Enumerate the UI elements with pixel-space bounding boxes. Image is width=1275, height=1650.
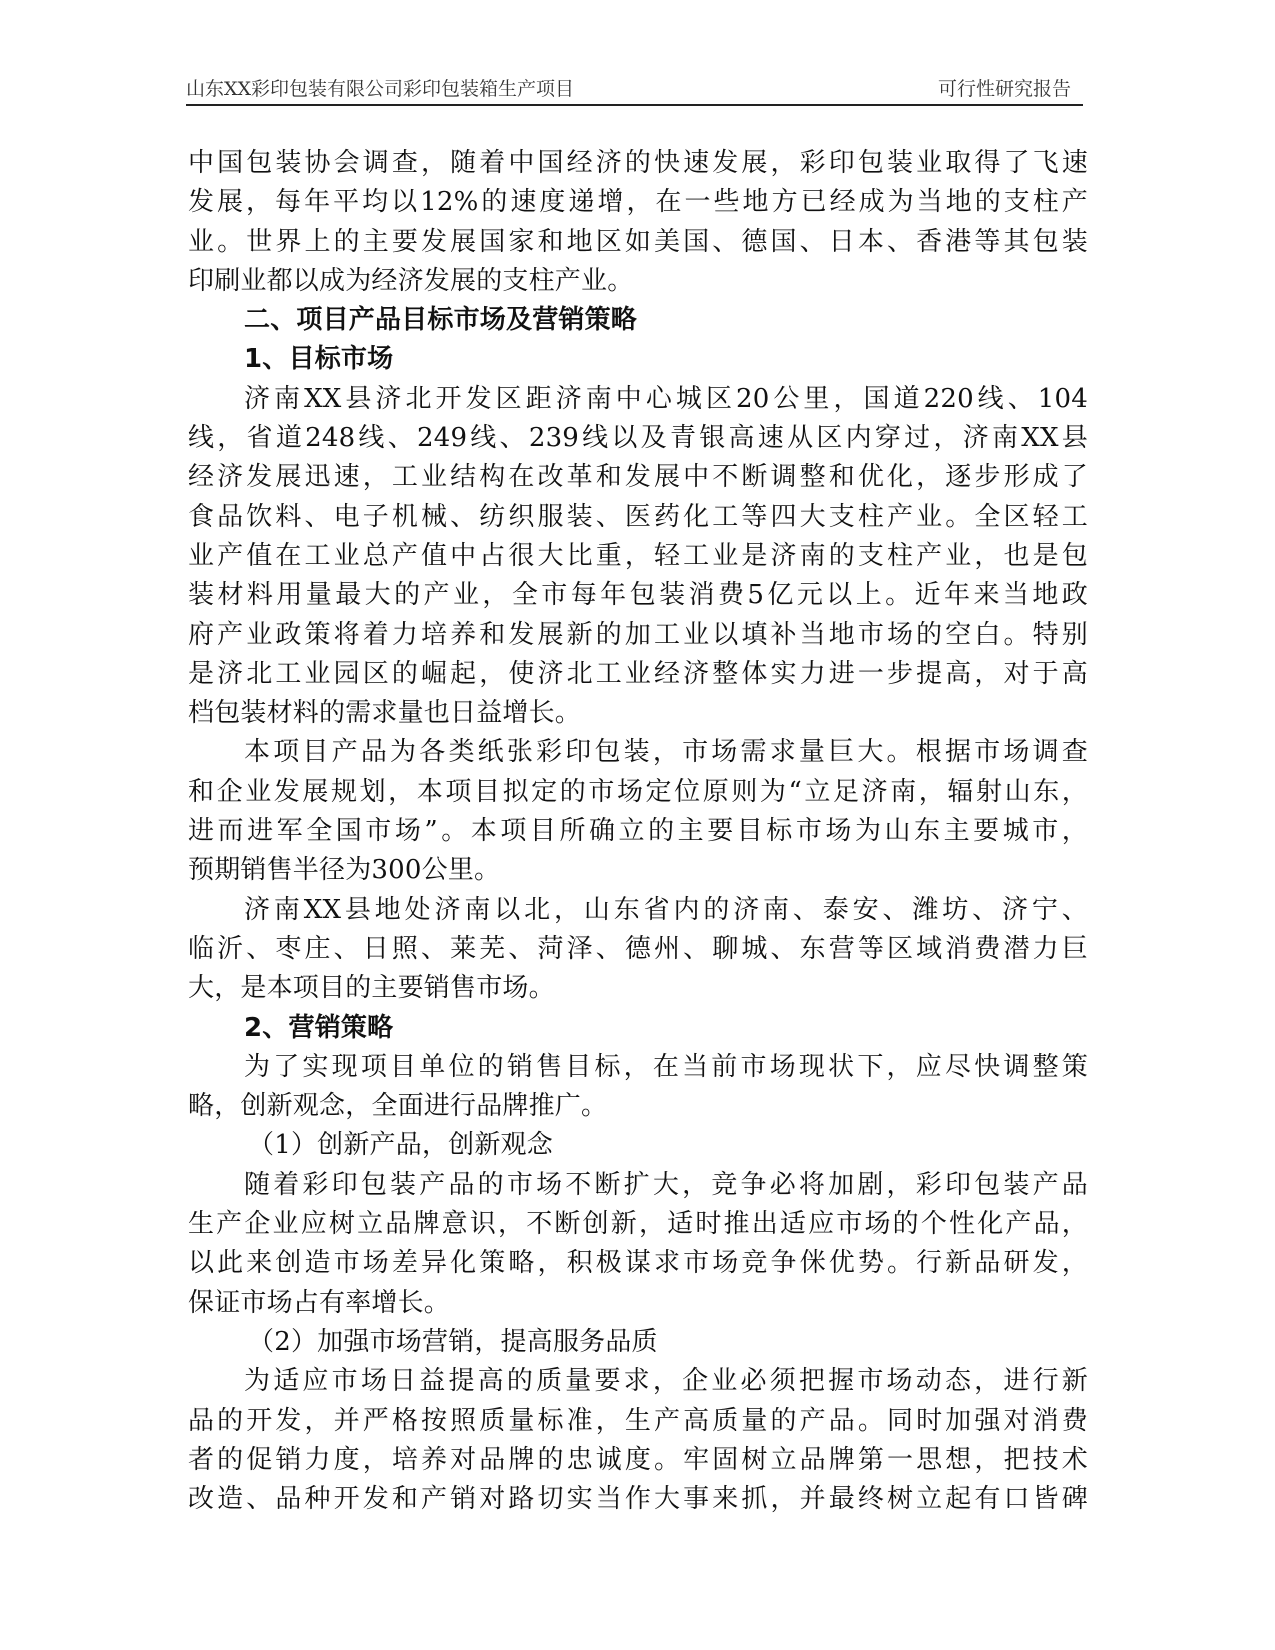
paragraph-start-line: 济南XX县地处济南以北，山东省内的济南、泰安、潍坊、济宁、	[244, 894, 1088, 925]
paragraph-start-line: 为适应市场日益提高的质量要求，企业必须把握市场动态，进行新	[244, 1366, 1088, 1397]
subsection-heading: （2）加强市场营销，提高服务品质	[248, 1326, 658, 1357]
subsection-heading: （1）创新产品，创新观念	[248, 1130, 553, 1161]
text-line: 是济北工业园区的崛起，使济北工业经济整体实力进一步提高，对于高	[188, 658, 1088, 689]
text-line: 以此来创造市场差异化策略，积极谋求市场竞争侎优势。行新品研发，	[188, 1248, 1088, 1279]
document-body	[188, 144, 1088, 1519]
section-heading: 1、目标市场	[244, 344, 394, 375]
text-line: 档包装材料的需求量也日益增长。	[188, 698, 582, 729]
text-line: 略，创新观念，全面进行品牌推广。	[188, 1091, 608, 1122]
section-heading: 二、项目产品目标市场及营销策略	[244, 305, 638, 336]
text-line: 和企业发展规划，本项目拟定的市场定位原则为“立足济南，辐射山东，	[188, 776, 1088, 807]
section-heading: 2、营销策略	[244, 1012, 394, 1043]
text-line: 府产业政策将着力培养和发展新的加工业以填补当地市场的空白。特别	[188, 619, 1088, 650]
text-line: 预期销售半径为300公里。	[188, 855, 501, 886]
text-line: 食品饮料、电子机械、纺织服装、医药化工等四大支柱产业。全区轻工	[188, 501, 1088, 532]
text-line: 生产企业应树立品牌意识，不断创新，适时推出适应市场的个性化产品，	[188, 1209, 1088, 1240]
text-line: 中国包装协会调查，随着中国经济的快速发展，彩印包装业取得了飞速	[188, 148, 1088, 178]
text-line: 改造、品种开发和产销对路切实当作大事来抓，并最终树立起有口皆碑	[188, 1484, 1088, 1515]
text-line: 线，省道248线、249线、239线以及青银高速从区内穿过，济南XX县	[188, 423, 1088, 454]
text-line: 临沂、枣庄、日照、莱芜、菏泽、德州、聊城、东营等区域消费潜力巨	[188, 933, 1088, 964]
text-line: 印刷业都以成为经济发展的支柱产业。	[188, 265, 634, 296]
text-line: 装材料用量最大的产业，全市每年包装消费5亿元以上。近年来当地政	[188, 580, 1088, 611]
text-line: 发展，每年平均以12%的速度递增，在一些地方已经成为当地的支柱产	[188, 187, 1088, 218]
header-project-title: 山东XX彩印包装有限公司彩印包装箱生产项目	[186, 78, 575, 100]
paragraph-start-line: 济南XX县济北开发区距济南中心城区20公里，国道220线、104	[244, 383, 1088, 414]
text-line: 品的开发，并严格按照质量标准，生产高质量的产品。同时加强对消费	[188, 1405, 1088, 1436]
text-line: 大，是本项目的主要销售市场。	[188, 973, 555, 1004]
paragraph-start-line: 本项目产品为各类纸张彩印包装，市场需求量巨大。根据市场调查	[244, 737, 1088, 768]
page-header	[186, 68, 1083, 106]
text-line: 进而进军全国市场”。本项目所确立的主要目标市场为山东主要城市，	[188, 816, 1088, 847]
paragraph-start-line: 为了实现项目单位的销售目标，在当前市场现状下，应尽快调整策	[244, 1051, 1088, 1082]
paragraph-start-line: 随着彩印包装产品的市场不断扩大，竞争必将加剧，彩印包装产品	[244, 1169, 1088, 1200]
text-line: 者的促销力度，培养对品牌的忠诚度。牢固树立品牌第一思想，把技术	[188, 1444, 1088, 1475]
text-line: 经济发展迅速，工业结构在改革和发展中不断调整和优化，逐步形成了	[188, 462, 1088, 493]
text-line: 业产值在工业总产值中占很大比重，轻工业是济南的支柱产业，也是包	[188, 540, 1088, 571]
text-line: 业。世界上的主要发展国家和地区如美国、德国、日本、香港等其包装	[188, 226, 1088, 257]
text-line: 保证市场占有率增长。	[188, 1287, 451, 1318]
header-report-type: 可行性研究报告	[937, 78, 1071, 100]
